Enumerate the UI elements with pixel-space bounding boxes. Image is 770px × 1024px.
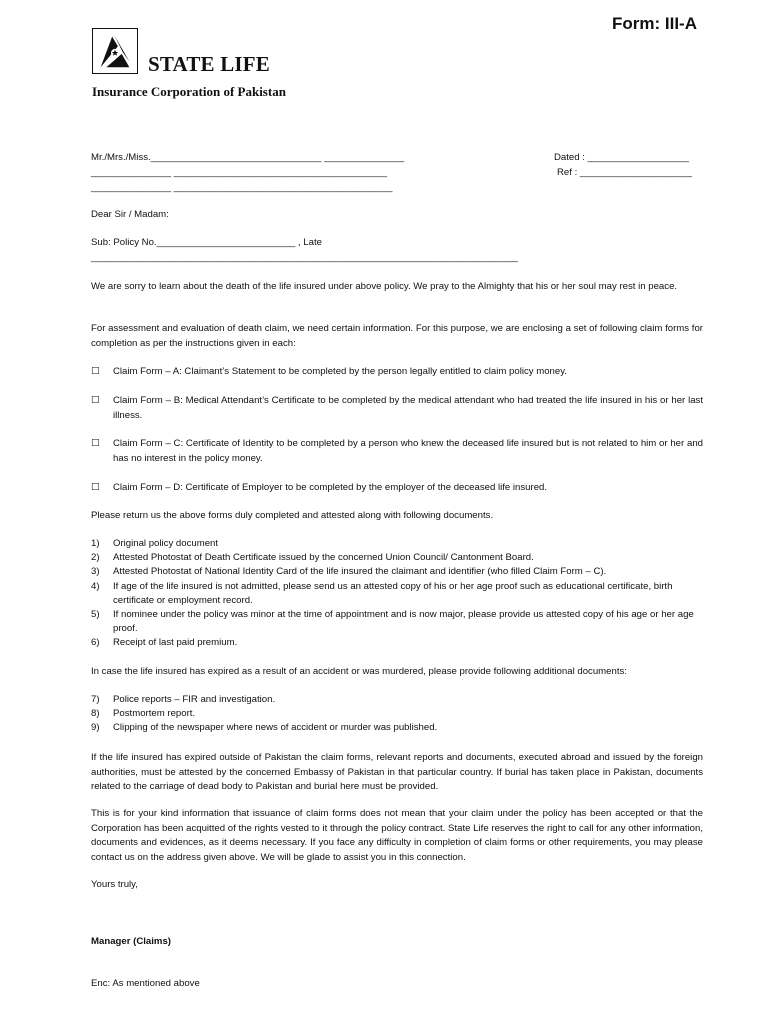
return-paragraph: Please return us the above forms duly completed and attested along with following documents. <box>91 510 494 521</box>
additional-documents-list <box>91 693 703 736</box>
addressee-line: _______________ _________________________________________ <box>91 182 393 193</box>
claim-form-item <box>91 394 703 423</box>
state-life-logo-icon <box>92 28 138 74</box>
subject-line: Sub: Policy No.__________________________ , Late <box>91 237 322 248</box>
list-item: 2) Attested Photostat of Death Certificate issued by the concerned Union Council/ Cantonment Board. <box>91 552 534 564</box>
checkbox-icon: ☐ <box>91 438 100 449</box>
claim-form-text: Claim Form – D: Certificate of Employer to be completed by the employer of the deceased life insured. <box>113 482 548 493</box>
assessment-paragraph: For assessment and evaluation of death claim, we need certain information. For this purpose, we are enclosing a set of following claim forms for completion as per the instructions given in each: <box>91 323 703 349</box>
claim-form-item <box>91 365 703 380</box>
checkbox-icon: ☐ <box>91 482 100 493</box>
checkbox-icon: ☐ <box>91 366 100 377</box>
dated-field: Dated : ___________________ <box>554 152 689 163</box>
info-paragraph: This is for your kind information that issuance of claim forms does not mean that your claim under the policy has been accepted or that the Corporation has been acquitted of the rights vested to it through the policy contract. State Life reserves the right to call for any other information, documents and evidences, as it deems necessary. If you face any difficulty in completion of claim forms or other requirements, you may please contact us on the address given above. We will be glade to assist you in this connection. <box>91 808 703 863</box>
checkbox-icon: ☐ <box>91 395 100 406</box>
list-item: 1) Original policy document <box>91 538 219 549</box>
addressee-line: Mr./Mrs./Miss.________________________________ _______________ <box>91 152 405 163</box>
claim-form-text: Claim Form – A: Claimant’s Statement to be completed by the person legally entitled to claim policy money. <box>113 366 567 377</box>
condolence-paragraph: We are sorry to learn about the death of the life insured under above policy. We pray to the Almighty that his or her soul may rest in peace. <box>91 281 678 292</box>
claim-form-text: Claim Form – C: Certificate of Identity to be completed by a person who knew the deceased life insured but is not related to him or her and has no interest in the policy money. <box>113 438 703 464</box>
accident-paragraph: In case the life insured has expired as a result of an accident or was murdered, please provide following additional documents: <box>91 666 627 677</box>
list-item: 4) If age of the life insured is not admitted, please send us an attested copy of his or her age proof such as educational certificate, birth certificate or employment record. <box>91 580 673 606</box>
list-item: 3) Attested Photostat of National Identity Card of the life insured the claimant and identifier (who filled Claim Form – C). <box>91 566 607 578</box>
list-item: 8) Postmortem report. <box>91 708 196 720</box>
abroad-paragraph: If the life insured has expired outside of Pakistan the claim forms, relevant reports and documents, executed abroad and issued by the foreign authorities, must be attested by the concerned Embassy of Pakistan in that particular country. If burial has taken place in Pakistan, documents related to the carriage of dead body to Pakistan and burial here must be provided. <box>91 752 703 792</box>
signatory-title: Manager (Claims) <box>91 936 171 947</box>
brand-tagline: Insurance Corporation of Pakistan <box>92 84 286 99</box>
enclosure-note: Enc: As mentioned above <box>91 978 200 989</box>
claim-form-item <box>91 481 703 496</box>
form-number: Form: III-A <box>612 14 697 33</box>
list-item: 6) Receipt of last paid premium. <box>91 637 238 649</box>
list-item: 9) Clipping of the newspaper where news of accident or murder was published. <box>91 722 438 734</box>
claim-form-text: Claim Form – B: Medical Attendant’s Certificate to be completed by the medical attendant who had treated the life insured in his or her last illness. <box>113 395 703 421</box>
documents-list <box>91 537 703 651</box>
addressee-line: _______________ ________________________________________ <box>91 167 388 178</box>
ref-field: Ref : _____________________ <box>557 167 692 178</box>
closing-yours: Yours truly, <box>91 879 138 890</box>
brand-name: STATE LIFE <box>148 52 271 76</box>
list-item: 5) If nominee under the policy was minor at the time of appointment and is now major, please provide us attested copy of his age or her age proof. <box>91 609 694 635</box>
claim-form-item <box>91 437 703 466</box>
salutation: Dear Sir / Madam: <box>91 209 169 220</box>
list-item: 7) Police reports – FIR and investigation. <box>91 694 276 705</box>
subject-underline: ________________________________________________________________________________ <box>91 252 518 263</box>
